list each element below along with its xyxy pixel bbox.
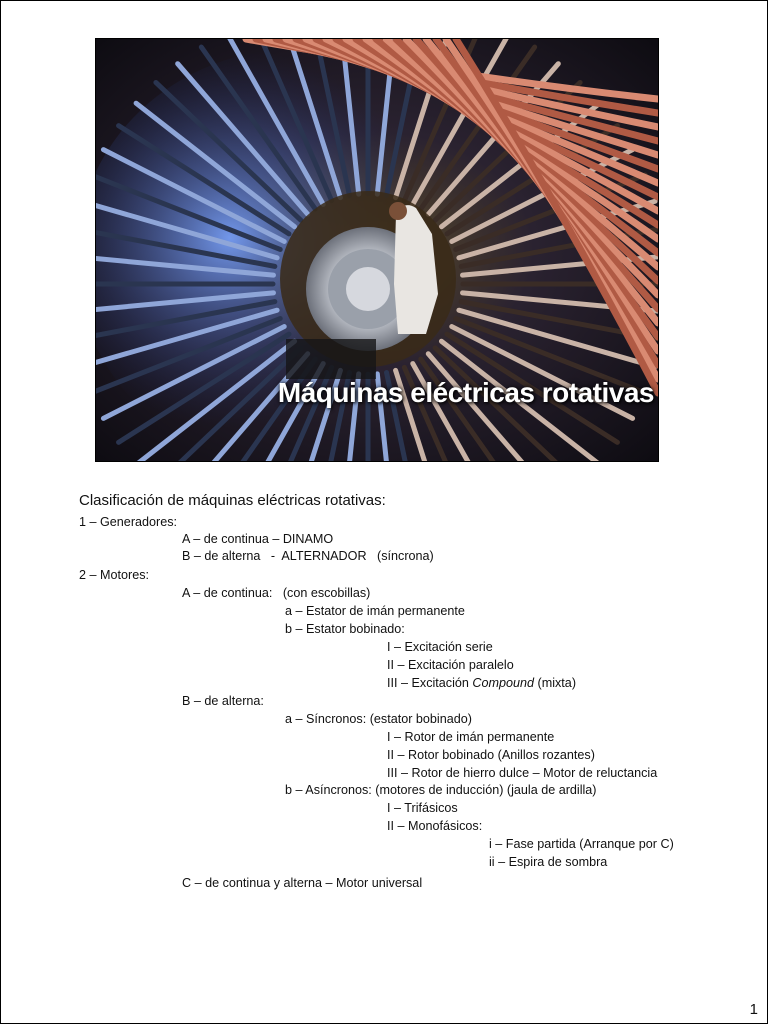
outline-line: I – Rotor de imán permanente (387, 730, 555, 744)
page-number: 1 (749, 1001, 758, 1018)
outline-line: b – Asíncronos: (motores de inducción) (jaula de ardilla) (285, 783, 597, 797)
outline-line: b – Estator bobinado: (285, 622, 405, 636)
outline-line: B – de alterna - ALTERNADOR (síncrona) (182, 549, 434, 563)
slide-title: Máquinas eléctricas rotativas (277, 377, 654, 408)
outline-line-emphasis: Compound (472, 676, 535, 690)
hero-image (95, 38, 659, 462)
outline-line: II – Rotor bobinado (Anillos rozantes) (387, 748, 595, 762)
outline-line-pre: III – Excitación (387, 676, 473, 690)
outline-line: II – Excitación paralelo (387, 658, 514, 672)
outline-line: 1 – Generadores: (79, 515, 178, 529)
outline-line: A – de continua – DINAMO (182, 532, 334, 546)
outline-line: III – Rotor de hierro dulce – Motor de reluctancia (387, 766, 658, 780)
outline-line: 2 – Motores: (79, 568, 149, 582)
outline-line: a – Estator de imán permanente (285, 604, 465, 618)
outline-line: I – Excitación serie (387, 640, 493, 654)
outline-line: ii – Espira de sombra (489, 855, 608, 869)
outline-line-post: (mixta) (534, 676, 577, 690)
outline-line: C – de continua y alterna – Motor universal (182, 876, 423, 890)
outline-line (387, 675, 576, 691)
outline-line: a – Síncronos: (estator bobinado) (285, 712, 472, 726)
outline-line: I – Trifásicos (387, 801, 458, 815)
classification-heading: Clasificación de máquinas eléctricas rotativas: (79, 492, 386, 509)
outline-line: A – de continua: (con escobillas) (182, 586, 371, 600)
outline-line: i – Fase partida (Arranque por C) (489, 837, 674, 851)
outline-line: II – Monofásicos: (387, 819, 483, 833)
outline-line: B – de alterna: (182, 694, 264, 708)
